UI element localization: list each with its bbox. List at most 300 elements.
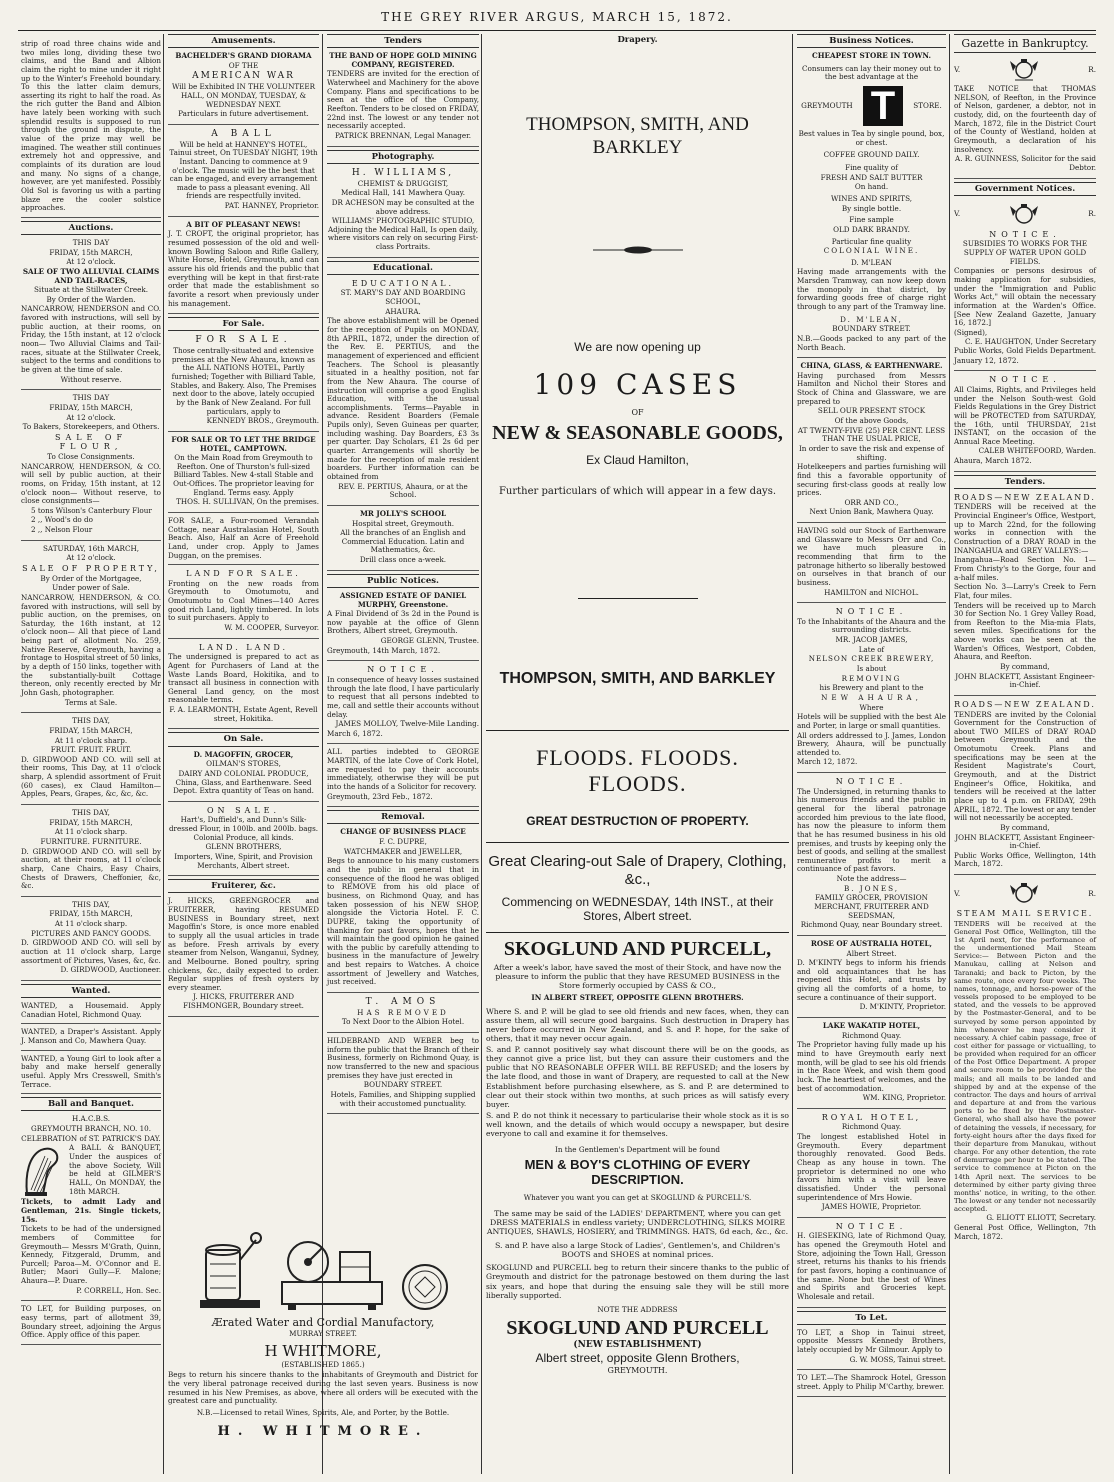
destruction-title: GREAT DESTRUCTION OF PROPERTY. — [526, 813, 749, 828]
ad-line: Richmond Quay. — [841, 1030, 902, 1040]
bridge-hotel-ad — [168, 434, 319, 513]
ad-body: The same may be said of the LADIES' DEPARTMENT, where you can get DRESS MATERIALS in endless variety; UNDERCLOTHING, SILKS MOIRE ANTIQUES, SHAWLS, HOSIERY, and TRIMMINGS. HATS, 6d each, &c., &c. — [486, 1208, 789, 1237]
ad-title: H. WILLIAMS, — [351, 167, 455, 178]
ad-line: Hotels, Families, and Shipping supplied with their accustomed punctuality. — [330, 1089, 476, 1108]
section-heading-for-sale: For Sale. — [168, 317, 319, 331]
ad-signature: JOHN BLACKETT, Assistant Engineer-in-Chief. — [955, 832, 1095, 851]
ad-line: COFFEE GROUND DAILY. — [823, 150, 920, 160]
molloy-notice-ad — [327, 663, 479, 744]
soda-machine-icon — [196, 1220, 266, 1312]
ad-line: THIS DAY, — [72, 716, 110, 726]
ad-body: Inangahua—Road Section No. 1—From Christy's to the Gorge, four and a-half miles. — [954, 555, 1096, 582]
ad-line: By command, — [1000, 822, 1050, 832]
ad-line: At 11 o'clock sharp. — [54, 919, 128, 929]
ad-body: All Claims, Rights, and Privileges held under the Nelson South-west Gold Fields Regulations in the Grey District will be PROTECTED from SATURDAY, the 16th, until THURSDAY, 21st INSTANT, on the occasion of the Annual Race Meeting. — [954, 384, 1096, 446]
ad-title: ROYAL HOTEL, — [821, 1112, 922, 1122]
ad-title: NOTICE. — [989, 375, 1061, 385]
ad-body: Tickets to be had of the undersigned members of Committee for Greymouth— Messrs M'Grath, Quinn, Kennedy, Fitzgerald, Drumm, and Purcell; Paroa—M. O'Connor and E. Butler; Maori Gully—F. Malone; Ahaura—P. Duare. — [21, 1224, 161, 1286]
column-6 — [951, 34, 1099, 1474]
ad-line: CHEMIST & DRUGGIST, — [357, 178, 449, 188]
ad-body: D. GIRDWOOD AND CO. will sell by auction at 11 o'clock sharp, Large assortment of Pictures, Vases, &c, &c. — [21, 938, 161, 965]
ad-title: NOTICE. — [367, 665, 439, 675]
floods-title: FLOODS. FLOODS. FLOODS. — [536, 744, 739, 797]
ad-line: NOTE THE ADDRESS — [597, 1304, 678, 1314]
jolly-school-ad — [327, 508, 479, 571]
ad-line: (ESTABLISHED 1865.) — [281, 1359, 365, 1369]
ad-line: F. C. DUPRE, — [379, 837, 427, 847]
ad-line: Of the above Goods, — [834, 416, 909, 426]
band-of-hope-ad — [327, 50, 479, 146]
ad-line: FRIDAY, 15th MARCH, — [49, 817, 133, 827]
ad-signature: KENNEDY BROS., Greymouth. — [206, 416, 319, 426]
ad-signature: G. ELIOTT ELIOTT, Secretary. — [986, 1213, 1096, 1223]
ad-body: Having made arrangements with the Marsden Tramway, can now keep down the monopoly in that district, by forwarding goods free of charge right through to any part of the Tramway line. — [797, 267, 946, 311]
ad-line: FAMILY GROCER, PROVISION MERCHANT, FRUITERER AND SEEDSMAN, — [814, 893, 929, 920]
auction-property — [21, 543, 161, 713]
auction-pictures — [21, 899, 161, 981]
whitmore-ad — [168, 1216, 478, 1472]
ex-text: Ex Claud Hamilton, — [586, 453, 689, 468]
diorama-ad — [168, 50, 319, 125]
ad-body: WILLIAMS' PHOTOGRAPHIC STUDIO, Adjoining the Medical Hall, Is open daily, where visitors can rely on securing First-class Portraits. — [327, 216, 479, 252]
medal-icon — [400, 1262, 450, 1312]
royal-arms-icon — [1005, 202, 1043, 228]
ad-line: On hand. — [854, 182, 889, 192]
ad-line: Greymouth, 23rd Feb., 1872. — [327, 791, 433, 801]
ad-line: Terms at Sale. — [64, 697, 118, 707]
ad-body: Tenders will be received up to March 30 for Section No. 1 Grey Valley Road, from Reefton to the Mia-mia Flats, seven miles. Specifications for the above works can be seen at the Warden's Offices, Westport, Cobden, Ahaura, and Reefton. — [954, 600, 1096, 662]
ad-line: WATCHMAKER and JEWELLER, — [343, 846, 463, 856]
ad-title: AMERICAN WAR — [192, 71, 295, 82]
section-heading-auctions: Auctions. — [21, 221, 161, 235]
ad-line: Late of — [858, 644, 885, 654]
ad-title: LAND FOR SALE. — [186, 569, 301, 579]
auction-claims — [21, 237, 161, 390]
section-heading-amusements: Amusements. — [168, 34, 319, 48]
t-logo: T — [863, 86, 903, 126]
ad-signature: WM. KING, Proprietor. — [862, 1093, 946, 1103]
ad-line: THIS DAY, — [72, 808, 110, 818]
ad-body: A Final Dividend of 3s 2d in the Pound is now payable at the office of Glenn Brothers, Albert street, Greymouth. — [327, 609, 479, 636]
ad-signature: D. M'KINTY, Proprietor. — [859, 1002, 946, 1012]
ad-body: J. HICKS, GREENGROCER and FRUITERER, having RESUMED BUSINESS in Boundary street, next Magoffin's Store, is once more enabled to supply all the usual articles in trade as before. Fresh arrivals by every steamer from Nelson, Wanganui, Sydney, and Melbourne. Boned poultry, spring chickens, &c., daily expected to order. Regular supplies of fresh oysters by every steamer. — [168, 896, 319, 992]
ad-line: H.A.C.B.S. — [71, 1114, 111, 1124]
ad-body: Begs to return his sincere thanks to the inhabitants of Greymouth and District for the very liberal patronage received during the last seven years. Business is now resumed in his New Premises, as above, where all orders will be executed with the greatest care and punctuality. — [168, 1370, 478, 1406]
roads-tender-2 — [954, 698, 1096, 875]
shamrock-ad: TO LET.—The Shamrock Hotel, Gresson street. Apply to Philip M'Carthy, brewer. — [797, 1372, 946, 1396]
ad-title: LAND. LAND. — [198, 642, 289, 652]
ad-body: SKOGLUND and PURCELL beg to return their sincere thanks to the public of Greymouth and district for the patronage bestowed on them during the last six years, and hope that during the ensuing sale they will be still more liberally supported. — [486, 1263, 789, 1300]
section-heading-on-sale: On Sale. — [168, 732, 319, 746]
ad-body: S. and P. have also a large Stock of Ladies', Gentlemen's, and Children's BOOTS and SHOES at nominal prices. — [494, 1240, 781, 1260]
ad-body: NANCARROW, HENDERSON, & CO. favored with instructions, will sell by public auction, on the premises, on Saturday, the 16th instant, at 12 o'clock noon— All that piece of Land being part of allotment No. 259, Native Reserve, Greymouth, having a frontage to Hospital street of 50 links, by a depth of 150 links, together with the substantially-built Cottage thereon, only recently erected by Mr John Gash, photographer. — [21, 592, 161, 697]
ad-line: R. — [1088, 64, 1096, 74]
ad-line: FRIDAY, 15th MARCH, — [49, 725, 133, 735]
ad-body: TENDERS will be received at the Provincial Engineer's Office, Westport, up to March 22nd, for the following works in connection with the Construction of a DRAY ROAD in the INANGAHUA and GREY VALLEYS:— — [954, 502, 1096, 555]
ad-line: MURRAY STREET. — [289, 1329, 357, 1339]
ad-body: J. T. CROFT, the original proprietor, has resumed possession of the old and well-known Bowling Saloon and Rifle Gallery, White Horse, Hotel, Greymouth, and can assure his old friends and the public that everything will be kept in that first-rate order that made the establishment so favorite a resort when previously under his management. — [168, 229, 319, 308]
cases-count: 109 CASES — [533, 367, 742, 401]
ad-line: AHAURA. — [385, 306, 421, 316]
ad-signature: HAMILTON and NICHOL. — [824, 587, 919, 597]
ad-line: To Close Consignments. — [47, 452, 135, 461]
ad-line: IN ALBERT STREET, OPPOSITE GLENN BROTHERS. — [531, 993, 744, 1003]
ad-item: 2 ,, Nelson Flour — [31, 525, 93, 535]
ad-item: 5 tons Wilson's Canterbury Flour — [31, 505, 152, 515]
ad-title: MR JOLLY'S SCHOOL — [359, 508, 447, 518]
tsb-title-2: THOMPSON, SMITH, AND BARKLEY — [499, 669, 776, 687]
section-heading-gazette: Gazette in Bankruptcy. — [954, 34, 1096, 53]
ad-title: ROADS—NEW ZEALAND. — [954, 492, 1096, 502]
goods-title: NEW & SEASONABLE GOODS, — [492, 422, 783, 445]
gieseking-ad — [797, 1220, 946, 1308]
ad-title: CHEAPEST STORE IN TOWN. — [812, 51, 931, 61]
ad-body: Will be Exhibited IN THE VOLUNTEER HALL, ON MONDAY, TUESDAY, & WEDNESDAY NEXT. — [171, 82, 316, 109]
column-rule — [792, 34, 793, 1474]
ad-signature: G. W. MOSS, Tainui street. — [849, 1354, 946, 1364]
divider — [578, 598, 698, 599]
ad-line: FRIDAY, 15th MARCH, — [49, 909, 133, 919]
ad-body: Hotelkeepers and parties furnishing will find this a favorable opportunity of securing first-class goods at really low prices. — [797, 462, 946, 498]
ball-ad — [21, 1113, 161, 1301]
ad-line: Fine quality of — [845, 163, 898, 173]
column-rule — [949, 34, 950, 1474]
ad-line: Public Works Office, Wellington, 14th March, 1872. — [954, 850, 1096, 869]
cottage-ad: FOR SALE, a Four-roomed Verandah Cottage, near Australasian Hotel, South Beach. Also, Half an Acre of Freehold Land, under crop. Apply to James Duggan, on the premises. — [168, 515, 319, 565]
section-heading-wanted: Wanted. — [21, 984, 161, 998]
ad-title: A BIT OF PLEASANT NEWS! — [186, 219, 301, 229]
ad-body: HILDEBRAND AND WEBER beg to inform the public that the Branch of their Business, formerly on Richmond Quay, is now transferred to the new and spacious premises they have just erected in — [327, 1036, 479, 1080]
ad-line: R. — [1088, 888, 1096, 898]
hicks-ad — [168, 895, 319, 1016]
ad-title: H. WHITMORE. — [217, 1423, 429, 1439]
ad-title: FOR SALE OR TO LET THE BRIDGE HOTEL, CAMPTOWN. — [171, 434, 316, 453]
masthead: THE GREY RIVER ARGUS, MARCH 15, 1872. — [381, 10, 733, 24]
masthead-rule — [18, 30, 1096, 31]
ad-title: NOTICE. — [989, 229, 1061, 239]
ad-line: V. — [954, 209, 961, 219]
section-heading-fruiterer: Fruiterer, &c. — [168, 879, 319, 893]
harp-icon — [21, 1144, 65, 1198]
divider — [486, 842, 789, 843]
ad-signature: A. R. GUINNESS, Solicitor for the said Debtor. — [955, 154, 1096, 172]
mens-clothing-title: MEN & BOY'S CLOTHING OF EVERY DESCRIPTION. — [524, 1156, 751, 1188]
moss-shop-ad — [797, 1327, 946, 1371]
ad-signature: JAMES MOLLOY, Twelve-Mile Landing. — [335, 719, 479, 729]
ad-line: By command, — [1000, 662, 1050, 672]
ad-body: Section No. 3—Larry's Creek to Fern Flat, four miles. — [954, 582, 1096, 600]
martin-notice-ad — [327, 746, 479, 807]
ad-body: The Undersigned, in returning thanks to his numerous friends and the public in general for the liberal patronage accorded him previous to the late flood, has now the pleasure to inform them that he has resumed business in his old premises, and trusts by keeping only the best of goods, and selling at the smallest remunerative profits to merit a continuance of past favors. — [797, 786, 946, 874]
ad-line: At 12 o'clock. — [66, 412, 116, 422]
whitmore-illustration — [168, 1216, 478, 1312]
ad-body: Hotels will be supplied with the best Ale and Porter, in large or small quantities. — [797, 712, 946, 730]
ad-title: NOTICE. — [835, 607, 908, 617]
column-3 — [324, 34, 482, 1214]
section-heading-tenders-2: Tenders. — [954, 475, 1096, 489]
ad-title: T. AMOS — [365, 997, 441, 1008]
ad-line: V. — [954, 64, 961, 74]
ad-line: In order to save the risk and expense of shifting. — [798, 443, 945, 462]
ad-line: BOUNDARY STREET. — [832, 324, 911, 334]
ad-line: Greymouth, 14th March, 1872. — [327, 645, 441, 655]
royal-arms-icon — [1005, 57, 1043, 83]
ad-line: STORE. — [913, 101, 942, 111]
ad-line: At 11 o'clock sharp. — [54, 735, 128, 745]
ad-item: 2 ,, Wood's do do — [31, 515, 93, 525]
ad-signature: F. A. LEARMONTH, Estate Agent, Revell street, Hokitika. — [169, 705, 318, 723]
ad-body: TENDERS are invited by the Colonial Government for the Construction of about TWO MILES of DRAY ROAD between Greymouth and the Omotumotu Creek. Plans and specifications may be seen at the Resident Magistrate's Court, Greymouth, and at the District Engineer's Office, Hokitika, and tenders will be received at the latter place up to 4 p.m. on FRIDAY, 29th APRIL, 1872. The lowest or any tender will not necessarily be accepted. — [954, 709, 1096, 823]
column-5 — [794, 34, 949, 1474]
ad-line: REMOVING — [841, 673, 902, 683]
ad-signature: PAT. HANNEY, Proprietor. — [224, 201, 319, 211]
ad-signature: GLENN BROTHERS, — [205, 842, 282, 852]
ad-line: OF THE — [228, 60, 259, 70]
ad-line: At 12 o'clock. — [66, 257, 116, 267]
clearing-title: Great Clearing-out Sale of Drapery, Clothing, &c., — [488, 852, 787, 888]
new-establishment: (NEW ESTABLISHMENT) — [573, 1340, 702, 1351]
ad-title: NOTICE. — [835, 777, 908, 787]
royal-hotel-ad — [797, 1111, 946, 1218]
ad-title: STEAM MAIL SERVICE. — [956, 909, 1094, 919]
ad-line: NEW AHAURA, — [821, 692, 922, 702]
royal-arms-row — [954, 200, 1096, 230]
ad-title: SALE OF TWO ALLUVIAL CLAIMS AND TAIL-RACES, — [22, 266, 160, 285]
ad-line: OLD DARK BRANDY. — [833, 224, 910, 234]
ad-body: Fronting on the new roads from Greymouth to Omotumotu, and Omotumotu to Coal Mines—140 Acres good rich Land, lightly timbered. In lots to suit purchasers. Apply to — [168, 578, 319, 623]
section-heading-public-notices: Public Notices. — [327, 574, 479, 588]
divider — [486, 730, 789, 731]
ad-body: All orders addressed to J. James, London Brewery, Ahaura, will be punctually attended to. — [797, 730, 946, 757]
ad-line: By Order of the Warden. — [46, 294, 136, 304]
ad-line: At 11 o'clock sharp. — [54, 827, 128, 837]
williams-ad — [327, 166, 479, 258]
ad-body: TENDERS are invited for the erection of Waterwheel and Machinery for the above Company. Plans and specifications to be seen at the office of the Company, Reefton. Tenders to be closed on FRIDAY, 22nd inst. The lowest or any tender not necessarily accepted. — [327, 69, 479, 131]
ad-line: ST. MARY'S DAY AND BOARDING SCHOOL, — [340, 288, 466, 307]
ad-line: WINES AND SPIRITS, — [830, 193, 913, 203]
ad-line: Is about — [856, 664, 887, 674]
ad-line: Richmond Quay. — [841, 1122, 902, 1132]
address-line: Albert street, opposite Glenn Brothers, — [535, 1351, 740, 1366]
dupre-ad — [327, 826, 479, 993]
section-heading-removal: Removal. — [327, 810, 479, 824]
ad-line: January 12, 1872. — [954, 355, 1019, 365]
ad-line: Tickets, to admit Lady and Gentleman, 21s. Single tickets, 15s. — [21, 1197, 161, 1224]
ad-body: HAVING sold our Stock of Earthenware and Glassware to Messrs Orr and Co., we have much pleasure in recommending that firm to the patronage hitherto so liberally bestowed on ourselves in that branch of our business. — [797, 526, 946, 587]
divider — [486, 932, 789, 933]
ad-line: March 12, 1872. — [797, 757, 858, 767]
ad-body: DAIRY AND COLONIAL PRODUCE, China, Glass, and Earthenware. Seed Depot. Extra quantity of Teas on hand. — [173, 768, 314, 796]
wanted-ad: WANTED, a Draper's Assistant. Apply J. Manson and Co, Mawhera Quay. — [21, 1026, 161, 1050]
tsb-title: THOMPSON, SMITH, AND BARKLEY — [526, 114, 749, 158]
ad-signature: W. M. COOPER, Surveyor. — [224, 623, 319, 633]
ad-line: Importers, Wine, Spirit, and Provision Merchants, Albert street. — [174, 851, 313, 870]
land-agent-ad — [168, 641, 319, 730]
ad-title: LAKE WAKATIP HOTEL, — [822, 1021, 921, 1031]
auction-furniture — [21, 807, 161, 897]
ad-signature: JAMES HOWIE, Proprietor. — [821, 1202, 922, 1212]
ad-body: In consequence of heavy losses sustained through the late flood, I have particularly to request that all persons indebted to me, call and settle their accounts without delay. — [327, 674, 479, 719]
ad-line: THIS DAY — [72, 238, 110, 247]
ad-body: S. and P. cannot positively say what discount there will be on the goods, as they cannot give a price list, but they can assure their customers and the public that NO REASONABLE OFFER WILL BE REFUSED; and the losers by the late flood, and those in want of Drapery, are requested to call at the New Establishment before purchasing elsewhere, as S. and P. are determined to clear out their stock within two months, at such prices as will satisfy every buyer. — [486, 1045, 789, 1109]
royal-arms-row — [954, 879, 1096, 909]
ad-title: FOR SALE. — [195, 335, 292, 346]
further-text: Further particulars of which will appear in a few days. — [498, 485, 777, 497]
ad-body: Having purchased from Messrs Hamilton and Nichol their Stores and Stock of China and Glassware, we are prepared to — [797, 370, 946, 406]
ad-body: All the branches of an English and Commercial Education. Latin and Mathematics, &c. — [340, 528, 466, 555]
ad-signature: JOHN BLACKETT, Assistant Engineer-in-Chief. — [955, 671, 1095, 690]
ad-line: Hospital street, Greymouth. — [352, 518, 454, 528]
ad-body: TAKE NOTICE that THOMAS NELSON, of Reefton, in the Province of Nelson, gardener, a debtor, not in custody, did, on the fourteenth day of March, 1872, file in the District Court of the County of Westland, holden at Greymouth, a declaration of his insolvency. — [954, 84, 1096, 154]
ad-title: ROADS—NEW ZEALAND. — [954, 699, 1096, 709]
ad-line: Medical Hall, 141 Mawhera Quay. — [340, 188, 465, 198]
ad-signature: REV. E. PERTIUS, Ahaura, or at the School. — [338, 481, 468, 500]
ad-line: Under power of Sale. — [52, 583, 130, 593]
ad-line: Particular fine quality — [831, 236, 912, 246]
ad-line: OILMAN'S STORES, — [206, 759, 281, 769]
ad-body: Where S. and P. will be glad to see old friends and new faces, when, they can assure them, all will secure good bargains. Such destruction in Drapery has never before occurred in New Zealand, and S. and P. hope, for the sake of others, that it may never occur again. — [486, 1006, 789, 1043]
ad-body: S. and P. do not think it necessary to particularise their whole stock as it is so well known, and the details of which would occupy a newspaper, but desire everyone to call and examine it for themselves. — [486, 1110, 789, 1139]
ad-body: D. M'KINTY begs to inform his friends and old acquaintances that he has reopened this Hotel, and trusts by giving all the comforts of a home, to secure a continuance of their support. — [797, 958, 946, 1002]
hildebrand-ad — [327, 1035, 479, 1114]
ad-title: A BALL — [211, 128, 276, 139]
ad-line: Drill class once a-week. — [359, 555, 447, 565]
ad-title: D. MAGOFFIN, GROCER, — [193, 749, 294, 759]
ad-signature: D. M'LEAN — [851, 257, 892, 267]
ad-body: To Next Door to the Albion Hotel. — [341, 1017, 465, 1027]
ball-hanney-ad — [168, 127, 319, 217]
ad-line: By Order of the Mortgagee, — [40, 573, 142, 583]
news-paragraph: strip of road three chains wide and two miles long, dividing these two claims, and the Band and Albion claim the right to mine under it right up to the Winter's Freehold boundary. To this the latter claim demurs, asserting its right to half the road. As the rich gutter the Band and Albion have lately been working with such splendid results is supposed to run through the ground in dispute, the value of the prize may well be imagined. The weather still continues extremely hot and oppressive, and complaints of its duration are loud and many. No signs of a change, however, are yet manifested. Possibly Old Sol is favoring us with a parting blaze ere the cooler solstice approaches. — [21, 38, 161, 218]
skoglund-title: SKOGLUND AND PURCELL, — [503, 937, 772, 960]
ad-line: N.B.—Goods packed to any part of the North Beach. — [797, 333, 946, 352]
ad-line: Fine sample — [849, 215, 894, 225]
hamilton-nichol-ad — [797, 525, 946, 603]
ad-body: Consumers can lay their money out to the best advantage at the — [802, 63, 941, 82]
ad-title: CHANGE OF BUSINESS PLACE — [340, 827, 466, 837]
ad-body: Those centrally-situated and extensive premises at the New Ahaura, known as the ALL NATIONS HOTEL, Partly furnished; Together with Billiard Table, Stables, and Bakery. Also, The Premises next door to the above, lately occupied by the Bank of New Zealand. For full particulars, apply to — [170, 346, 317, 416]
ad-line: SELL OUR PRESENT STOCK — [817, 406, 926, 416]
ad-title: ON SALE. — [206, 805, 281, 815]
ad-line: GREYMOUTH — [801, 101, 853, 111]
ad-title: FRUIT. FRUIT. FRUIT. — [50, 745, 132, 755]
wanted-ad: WANTED, a Housemaid. Apply Canadian Hotel, Richmond Quay. — [21, 1000, 161, 1024]
ad-line: CELEBRATION of ST. PATRICK'S DAY. — [21, 1133, 161, 1143]
ad-line: FRIDAY, 15th MARCH, — [49, 247, 133, 257]
st-marys-ad — [327, 277, 479, 506]
ad-line: R. — [1088, 209, 1096, 219]
roads-tender-1 — [954, 491, 1096, 696]
section-heading-educational: Educational. — [327, 261, 479, 275]
ad-body: The Proprietor having fully made up his mind to have Greymouth early next month, will be glad to see his old friends in the Race Week, and wish them good luck. The heartiest of welcomes, and the best of accommodation. — [797, 1040, 946, 1093]
amos-ad — [327, 995, 479, 1033]
ad-line: MR. JACOB JAMES, — [835, 635, 908, 645]
ad-line: his Brewery and plant to the — [819, 683, 924, 693]
magoffin-ad — [168, 749, 319, 802]
ad-signature: D. GIRDWOOD, Auctioneer. — [60, 965, 161, 975]
mail-service-notice — [954, 877, 1096, 1246]
ad-body: NANCARROW, HENDERSON, & CO. will sell by public auction, at their rooms, on Friday, 15th instant, at 12 o'clock noon— Without reserve, to close consignments— — [21, 461, 161, 506]
skoglund-title-2: SKOGLUND AND PURCELL — [506, 1317, 769, 1340]
ad-line: THIS DAY — [72, 393, 110, 403]
ad-line: FRESH AND SALT BUTTER — [820, 172, 923, 182]
ad-line: NELSON CREEK BREWERY, — [808, 654, 935, 664]
ad-title: FURNITURE. FURNITURE. — [40, 836, 142, 846]
ad-signature: P. CORRELL, Hon. Sec. — [76, 1285, 161, 1295]
wanted-ad: WANTED, a Young Girl to look after a baby and make herself generally useful. Apply Mrs Cresswell, Smith's Terrace. — [21, 1053, 161, 1095]
section-heading-photography: Photography. — [327, 150, 479, 164]
ad-line: To Bakers, Storekeepers, and Others. — [22, 422, 160, 432]
ad-line: AT TWENTY-FIVE (25) PER CENT. LESS THAN THE USUAL PRICE, — [797, 425, 946, 444]
royal-arms-icon — [1005, 881, 1043, 907]
rose-hotel-ad — [797, 938, 946, 1018]
ad-body: Hart's, Duffield's, and Dunn's Silk-dressed Flour, in 100lb. and 200lb. bags. Colonial Produce, all kinds. — [168, 815, 319, 842]
ad-body: Companies or persons desirous of making application for subsidies, under the "Immigration and Public Works Act," will obtain the necessary information at the Warden's Office. [See New Zealand Gazette, January 16, 1872.] — [954, 266, 1096, 328]
ad-body: D. GIRDWOOD AND CO. will sell by auction, at their rooms, at 11 o'clock sharp, Cane Chairs, Easy Chairs, Chests of Drawers, Cheffonier, &c, &c. — [21, 846, 161, 891]
ad-signature: CALEB WHITEFOORD, Warden. — [978, 446, 1096, 456]
ad-signature: PATRICK BRENNAN, Legal Manager. — [334, 130, 472, 140]
column-1 — [18, 34, 164, 1474]
ad-body: DR ACHESON may be consulted at the above address. — [331, 197, 475, 216]
land-sale-ad — [168, 567, 319, 638]
section-heading-business: Business Notices. — [797, 34, 946, 48]
opening-text: We are now opening up — [574, 339, 701, 354]
ad-body: TO LET, a Shop in Tainui street, opposite Messrs Kennedy Brothers, lately occupied by Mr Gilmour. Apply to — [797, 1327, 946, 1354]
ad-body: NANCARROW, HENDERSON and CO. favored with instructions, will sell by public auction, at their rooms, on Friday, the 15th instant, at 12 o'clock noon— Two Alluvial Claims and Tail-races, situate at the Stillwater Creek, subject to the terms and conditions to be given at the time of sale. — [21, 304, 161, 374]
ad-body: The longest established Hotel in Greymouth. Every department thoroughly renovated. Good Beds. Cheap as any house in town. The proprietor is determined no one who favors him with a visit will leave dissatisfied. Under the personal superintendence of Mrs Howie. — [797, 1132, 946, 1202]
ad-signature: C. E. HAUGHTON, Under Secretary Public Works, Gold Fields Department. — [954, 337, 1097, 356]
ad-body: TENDERS will be received at the General Post Office, Wellington, till the 1st April next, for the performance of the undermentioned Mail Steam Service:— Between Picton and the Manukau, calling at Nelson and Taranaki; and back to Picton, by the same route, once every four weeks. The names, tonnage, and horse-power of the vessels proposed to be employed to be stated, and the vessels to be approved by the Postmaster-General, and to be surveyed by some person appointed by him whenever he may consider it necessary. A chief cabin passage, free of cost either for passage or victualling, to be provided when required for an officer of the Post Office Department. A proper and secure room to be provided for the mails; and all mails to be landed and shipped by and at the expense of the contractor. The days and hours of arrival and departure at and from the various ports to be fixed by the Postmaster-General, who shall also have the power of detaining the vessels, if necessary, for forty-eight hours after the days fixed for their departure from Manukau, without charge. For any other detention, the rate of demurrage per hour to be stated. The service to commence at Picton on the 14th April next. The services to be determined by either party giving three months' notice, in writing, to the other. The lowest or any tender not necessarily accepted. — [954, 919, 1096, 1214]
ad-body: After a week's labor, have saved the most of their Stock, and have now the pleasure to inform the public that they have RESUMED BUSINESS in the Store formerly occupied by CASS & CO., — [493, 962, 782, 990]
ad-line: HAS REMOVED — [357, 1007, 449, 1017]
murphy-estate-ad — [327, 590, 479, 661]
section-heading-to-let: To Let. — [797, 1311, 946, 1325]
bottling-machine-icon — [278, 1232, 388, 1312]
ad-title: NOTICE. — [835, 1221, 908, 1231]
of-text: OF — [631, 407, 644, 417]
ad-title: GREYMOUTH BRANCH, NO. 10. — [30, 1124, 152, 1134]
ad-line: Ahaura, March 1872. — [954, 456, 1032, 466]
ad-line: In the Gentlemen's Department will be found — [555, 1145, 720, 1155]
ad-line: BOUNDARY STREET. — [363, 1080, 443, 1090]
ad-line: Situate at the Stillwater Creek. — [33, 285, 149, 295]
pleasant-news-ad — [168, 219, 319, 314]
ball-body — [21, 1144, 161, 1198]
for-sale-ad — [168, 333, 319, 432]
t-store-banner — [797, 84, 946, 129]
ad-title: CHINA, GLASS, & EARTHENWARE. — [800, 361, 943, 371]
ad-title: ASSIGNED ESTATE OF DANIEL MURPHY, Greenstone. — [339, 590, 467, 609]
ad-body: The above establishment will be Opened for the reception of Pupils on MONDAY, 8th APRIL, 1872, under the direction of the Rev. E. PERTIUS, and the management of experienced and efficient Teachers. The School is pleasantly situated in a healthy position, not far from the New Ahaura. The course of instruction will comprise a good English Education, with the usual accomplishments. Terms—Payable in advance. Resident Boarders (Female Pupils only), Seven Guineas per quarter, including washing. Day Boarders, £3 3s per quarter. Day Scholars, £1 2s 6d per quarter. Arrangements will shortly be made for the reception of male resident boarders. Further information can be obtained from — [327, 316, 479, 481]
column-4 — [483, 34, 792, 1474]
ad-title: SALE OF FLOUR, — [54, 432, 128, 452]
jones-notice-ad — [797, 775, 946, 936]
ad-title: PICTURES AND FANCY GOODS. — [30, 928, 152, 938]
auction-flour — [21, 392, 161, 541]
ad-body: Will be held at HANNEY'S HOTEL, Tainui street, On TUESDAY NIGHT, 19th Instant. Dancing to commence at 9 o'clock. The music will be the best that can be engaged, and every arrangement made to pass a pleasant evening. All friends are respectfully invited. — [169, 139, 318, 201]
ad-line: General Post Office, Wellington, 7th March, 1872. — [954, 1222, 1096, 1241]
ad-title: THE BAND OF HOPE GOLD MINING COMPANY, REGISTERED. — [329, 51, 477, 69]
ad-title: SALE OF PROPERTY, — [22, 564, 160, 574]
ad-line: March 6, 1872. — [327, 728, 383, 738]
ad-line: THIS DAY, — [72, 899, 110, 909]
ad-line: FRIDAY, 15th MARCH, — [49, 402, 133, 412]
ad-title: EDUCATIONAL. — [351, 278, 455, 288]
to-let-ad: TO LET, for Building purposes, on easy terms, part of allotment 39, Boundary street, adjoining the Argus Office. Apply office of this paper. — [21, 1303, 161, 1345]
commencing-text: Commencing on WEDNESDAY, 14th INST., at their Stores, Albert street. — [501, 894, 774, 924]
ad-line: Without reserve. — [60, 374, 122, 384]
section-heading-government: Government Notices. — [954, 182, 1096, 196]
